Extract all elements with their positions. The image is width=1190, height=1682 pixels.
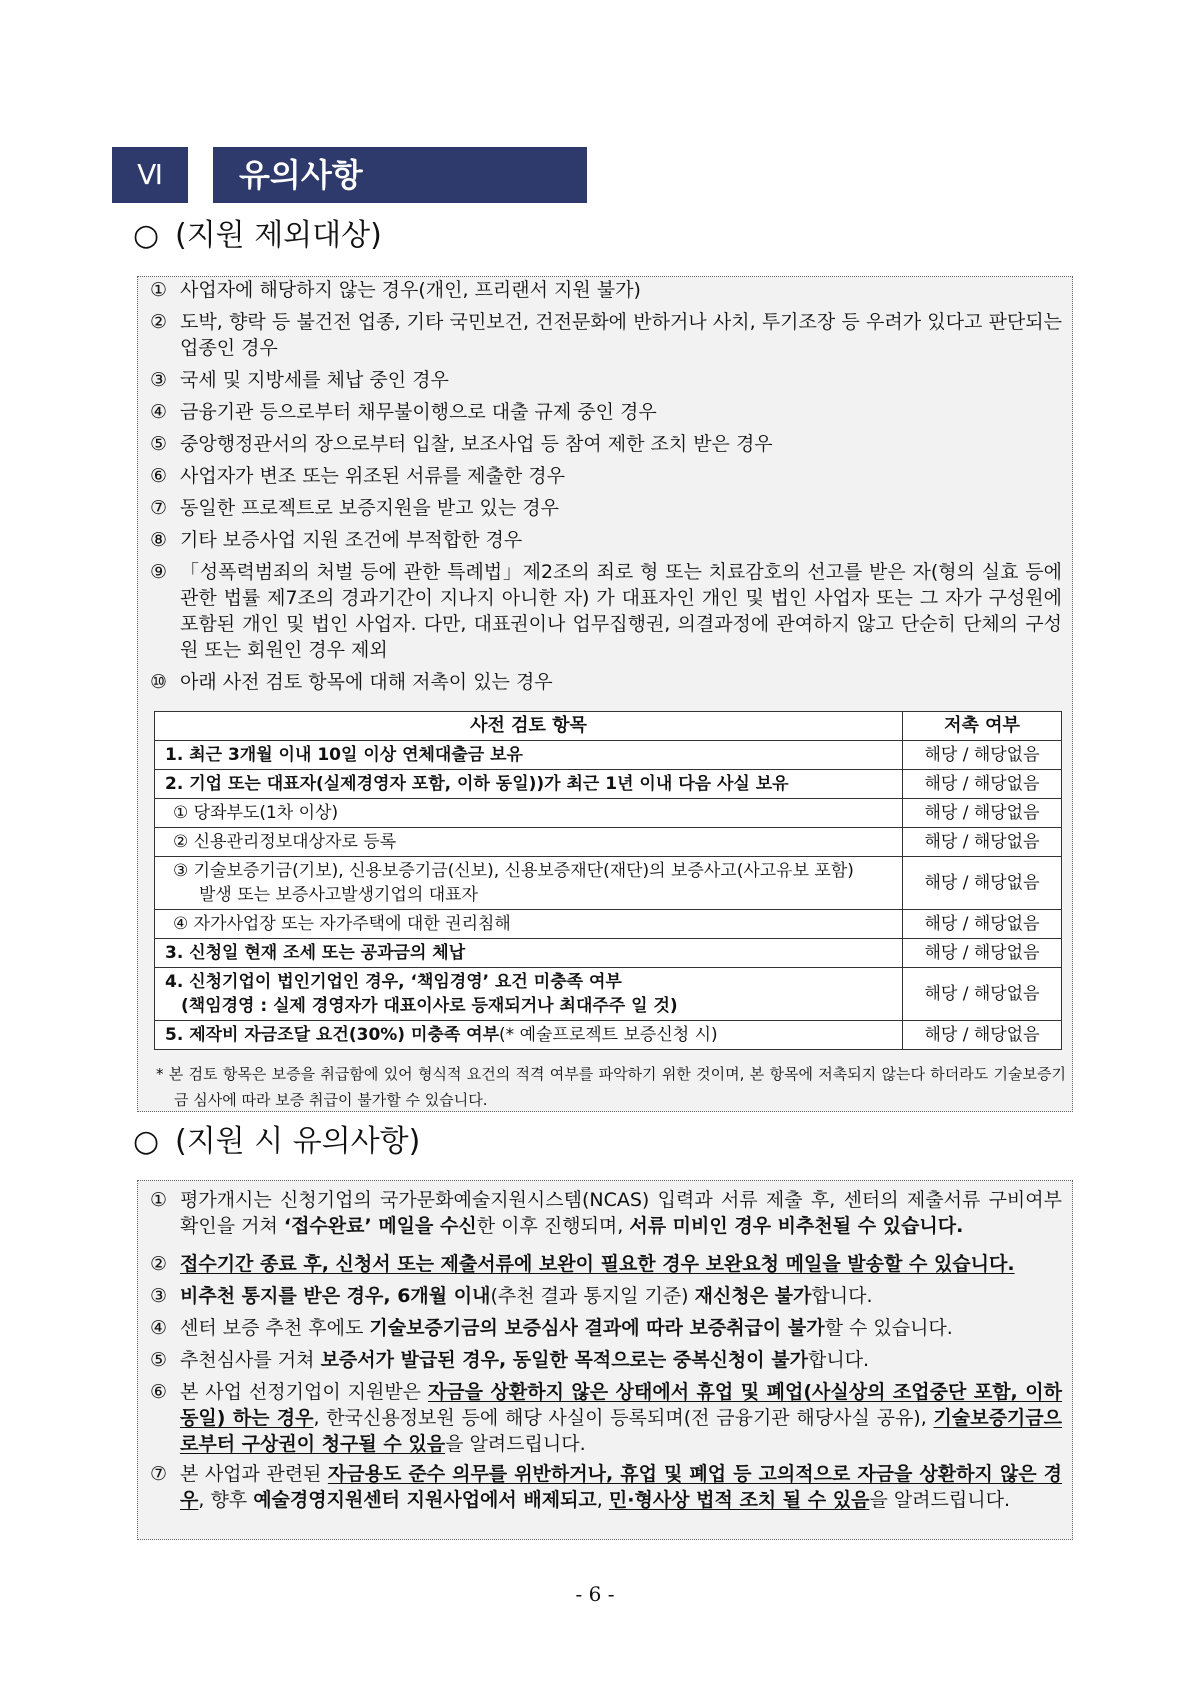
list-item: ⑥ 사업자가 변조 또는 위조된 서류를 제출한 경우 bbox=[150, 465, 565, 487]
list-item: ⑥ 본 사업 선정기업이 지원받은 자금을 상환하지 않은 상태에서 휴업 및 폐업(사실상의 조업중단 포함, 이하 동일) 하는 경우, 한국신용정보원 등에 해당 사실이 등록되며(전 금융기관 해당사실 공유), 기술보증기금으로부터 구상권이 청구될 수 있음을 알려드립니다. bbox=[150, 1381, 1062, 1455]
circle-bullet-icon: ○ bbox=[133, 218, 160, 253]
list-item: ③ 비추천 통지를 받은 경우, 6개월 이내(추천 결과 통지일 기준) 재신청은 불가합니다. bbox=[150, 1285, 873, 1307]
section-title: 유의사항 bbox=[213, 147, 587, 203]
circle-bullet-icon: ○ bbox=[133, 1124, 160, 1159]
table-row: ③ 기술보증기금(기보), 신용보증기금(신보), 신용보증재단(재단)의 보증사고(사고유보 포함) 발생 또는 보증사고발생기업의 대표자 해당 / 해당없음 bbox=[155, 857, 1062, 910]
section-number: Ⅵ bbox=[112, 147, 188, 203]
table-row: 2. 기업 또는 대표자(실제경영자 포함, 이하 동일))가 최근 1년 이내 다음 사실 보유 해당 / 해당없음 bbox=[155, 770, 1062, 799]
table-row: ① 당좌부도(1차 이상) 해당 / 해당없음 bbox=[155, 799, 1062, 828]
table-footnote: * 본 검토 항목은 보증을 취급함에 있어 형식적 요건의 적격 여부를 파악하기 위한 것이며, 본 항목에 저촉되지 않는다 하더라도 기술보증기금 심사에 따라 보증 취급이 불가할 수 있습니다. bbox=[156, 1065, 1066, 1109]
table-row: ② 신용관리정보대상자로 등록 해당 / 해당없음 bbox=[155, 828, 1062, 857]
table-row: 1. 최근 3개월 이내 10일 이상 연체대출금 보유 해당 / 해당없음 bbox=[155, 741, 1062, 770]
pre-review-table bbox=[154, 711, 1062, 1050]
table-row: 4. 신청기업이 법인기업인 경우, ‘책임경영’ 요건 미충족 여부 (책임경영 : 실제 경영자가 대표이사로 등재되거나 최대주주 일 것) 해당 / 해당없음 bbox=[155, 968, 1062, 1021]
table-header-row bbox=[155, 712, 1062, 741]
exclusion-box bbox=[137, 276, 1073, 1112]
list-item: ⑩ 아래 사전 검토 항목에 대해 저촉이 있는 경우 bbox=[150, 671, 553, 693]
table-row: ④ 자가사업장 또는 자가주택에 대한 권리침해 해당 / 해당없음 bbox=[155, 910, 1062, 939]
exclusion-heading-text: (지원 제외대상) bbox=[175, 218, 382, 253]
list-item: ⑦ 동일한 프로젝트로 보증지원을 받고 있는 경우 bbox=[150, 497, 559, 519]
caution-heading bbox=[133, 1122, 420, 1162]
caution-box bbox=[137, 1180, 1073, 1540]
list-item: ③ 국세 및 지방세를 체납 중인 경우 bbox=[150, 369, 449, 391]
table-row: 3. 신청일 현재 조세 또는 공과금의 체납 해당 / 해당없음 bbox=[155, 939, 1062, 968]
exclusion-heading bbox=[133, 216, 382, 256]
list-item: ⑤ 중앙행정관서의 장으로부터 입찰, 보조사업 등 참여 제한 조치 받은 경우 bbox=[150, 433, 773, 455]
page-number: - 6 - bbox=[575, 1582, 615, 1606]
list-item: ② 도박, 향락 등 불건전 업종, 기타 국민보건, 건전문화에 반하거나 사치, 투기조장 등 우려가 있다고 판단되는 업종인 경우 bbox=[150, 311, 1062, 359]
list-item: ⑦ 본 사업과 관련된 자금용도 준수 의무를 위반하거나, 휴업 및 폐업 등 고의적으로 자금을 상환하지 않은 경우, 향후 예술경영지원센터 지원사업에서 배제되고, 민·형사상 법적 조치 될 수 있음을 알려드립니다. bbox=[150, 1463, 1062, 1511]
table-header-item: 사전 검토 항목 bbox=[155, 712, 903, 741]
caution-heading-text: (지원 시 유의사항) bbox=[175, 1124, 421, 1159]
list-item: ② 접수기간 종료 후, 신청서 또는 제출서류에 보완이 필요한 경우 보완요청 메일을 발송할 수 있습니다. bbox=[150, 1253, 1015, 1275]
list-item: ⑤ 추천심사를 거쳐 보증서가 발급된 경우, 동일한 목적으로는 중복신청이 불가합니다. bbox=[150, 1349, 870, 1371]
list-item: ④ 센터 보증 추천 후에도 기술보증기금의 보증심사 결과에 따라 보증취급이 불가할 수 있습니다. bbox=[150, 1317, 953, 1339]
list-item: ⑧ 기타 보증사업 지원 조건에 부적합한 경우 bbox=[150, 529, 523, 551]
table-header-status: 저촉 여부 bbox=[903, 712, 1062, 741]
table-row: 5. 제작비 자금조달 요건(30%) 미충족 여부(* 예술프로젝트 보증신청 시) 해당 / 해당없음 bbox=[155, 1021, 1062, 1050]
list-item: ⑨ 「성폭력범죄의 처벌 등에 관한 특례법」제2조의 죄로 형 또는 치료감호의 선고를 받은 자(형의 실효 등에 관한 법률 제7조의 경과기간이 지나지 아니한 자) 가 대표자인 개인 및 법인 사업자 또는 그 자가 구성원에 포함된 개인 및 법인 사업자. 다만, 대표권이나 업무집행권, 의결과정에 관여하지 않고 단순히 단체의 구성원 또는 회원인 경우 제외 bbox=[150, 561, 1062, 661]
list-item: ① 평가개시는 신청기업의 국가문화예술지원시스템(NCAS) 입력과 서류 제출 후, 센터의 제출서류 구비여부 확인을 거쳐 ‘접수완료’ 메일을 수신한 이후 진행되며, 서류 미비인 경우 비추천될 수 있습니다. bbox=[150, 1189, 1062, 1237]
list-item: ④ 금융기관 등으로부터 채무불이행으로 대출 규제 중인 경우 bbox=[150, 401, 657, 423]
list-item: ① 사업자에 해당하지 않는 경우(개인, 프리랜서 지원 불가) bbox=[150, 279, 641, 301]
